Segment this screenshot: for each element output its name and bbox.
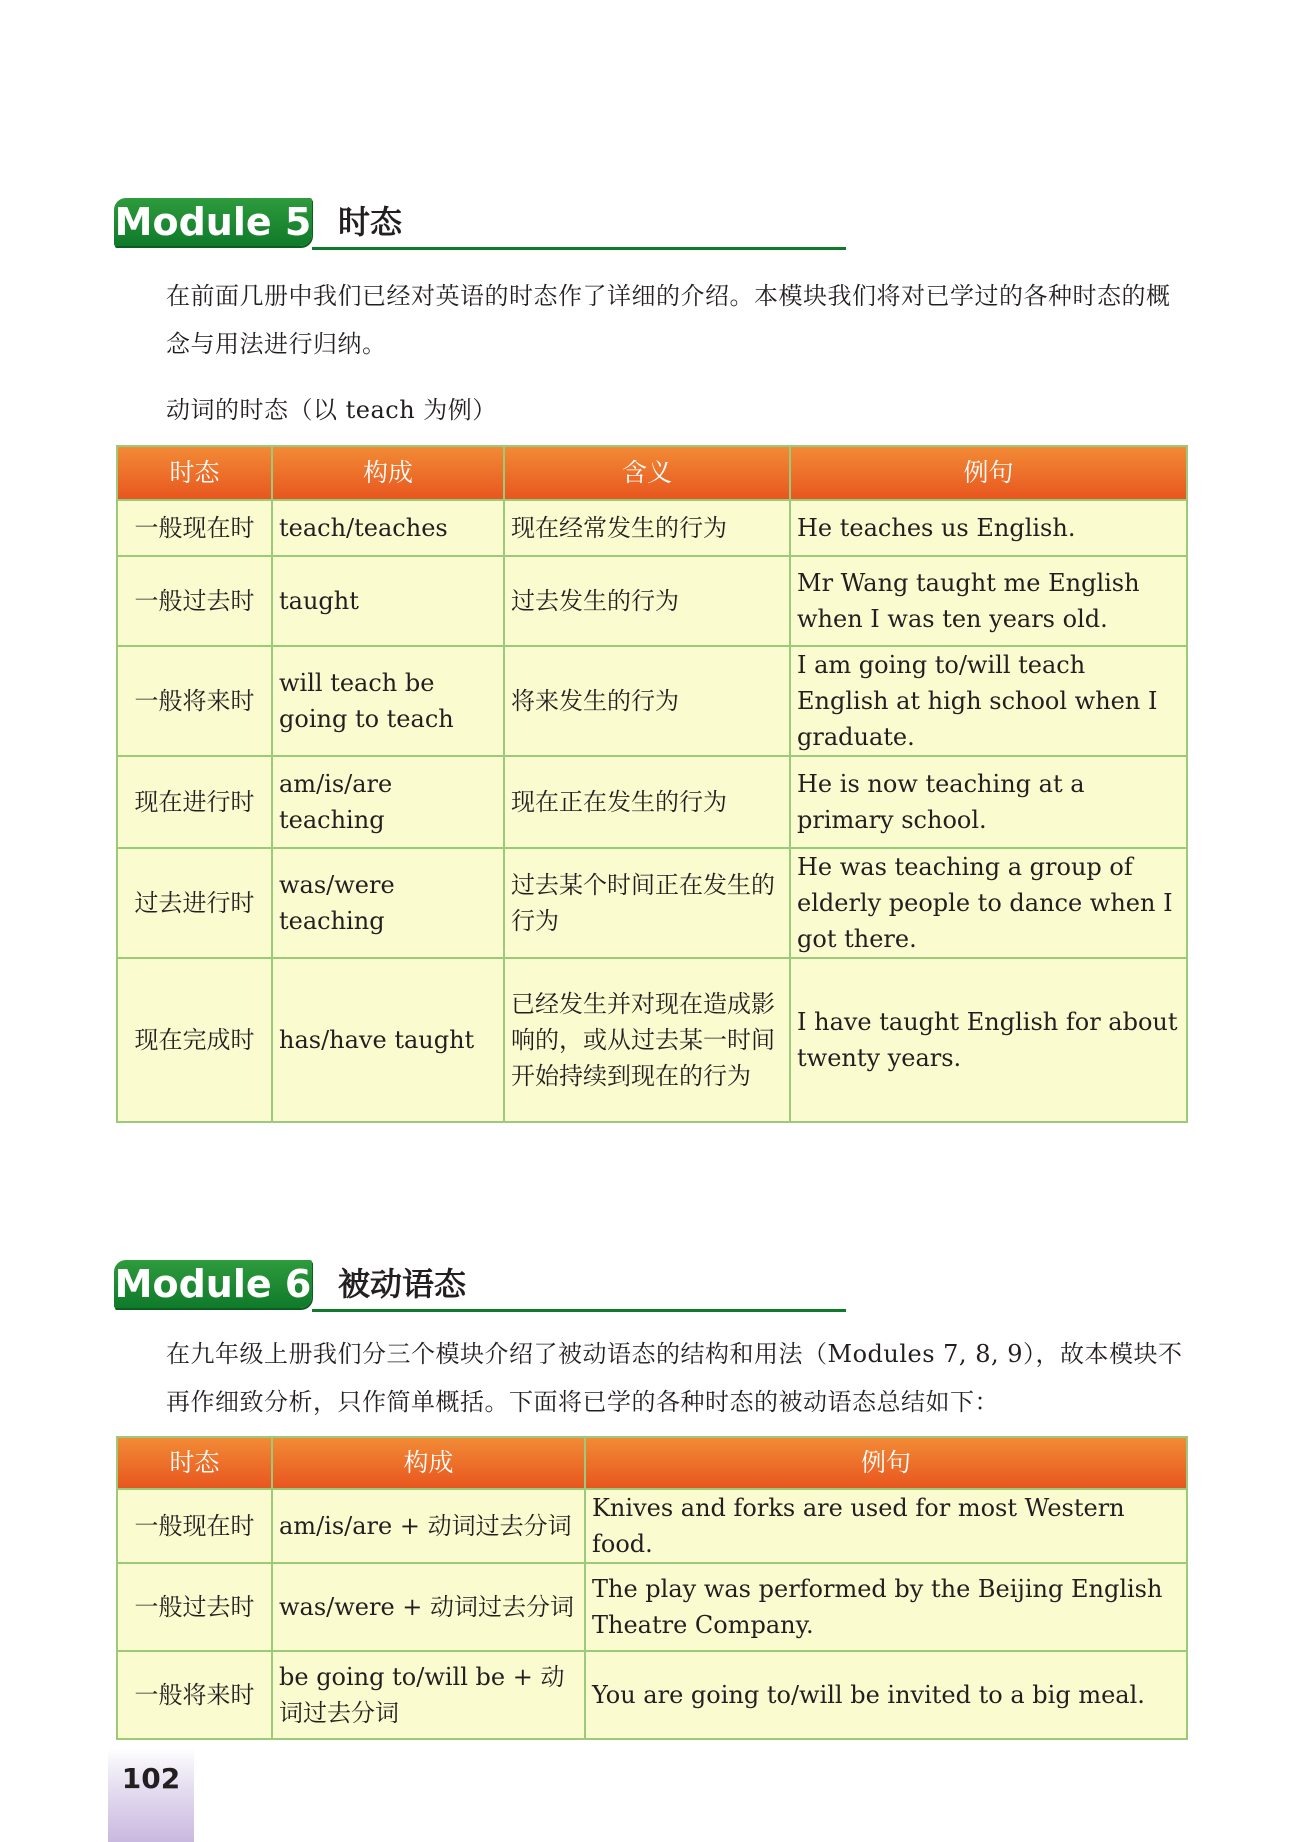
table-row [117, 500, 1187, 556]
header-example: 例句 [790, 446, 1187, 500]
form-cell: will teach be going to teach [272, 646, 504, 756]
tense-cell: 现在进行时 [117, 756, 272, 848]
module6-title: 被动语态 [338, 1265, 467, 1303]
module6-badge: Module 6 [114, 1262, 312, 1306]
module5-heading [114, 198, 846, 254]
example-cell: I am going to/will teach English at high school when I graduate. [790, 646, 1187, 756]
tense-cell: 一般将来时 [117, 646, 272, 756]
tense-cell: 过去进行时 [117, 848, 272, 958]
form-cell: has/have taught [272, 958, 504, 1122]
tense-cell: 一般过去时 [117, 1563, 272, 1651]
module5-title: 时态 [338, 203, 403, 241]
example-cell: You are going to/will be invited to a big meal. [585, 1651, 1187, 1739]
form-cell: was/were teaching [272, 848, 504, 958]
tense-cell: 现在完成时 [117, 958, 272, 1122]
table-row [117, 756, 1187, 848]
table-row [117, 1489, 1187, 1563]
form-cell: am/is/are teaching [272, 756, 504, 848]
page-number: 102 [121, 1762, 181, 1795]
module5-intro: 在前面几册中我们已经对英语的时态作了详细的介绍。本模块我们将对已学过的各种时态的概念与用法进行归纳。 [166, 282, 1171, 358]
table-header-row [117, 1437, 1187, 1489]
table-row [117, 556, 1187, 646]
module5-table [116, 445, 1188, 1123]
header-tense: 时态 [117, 446, 272, 500]
tense-cell: 一般过去时 [117, 556, 272, 646]
example-cell: He was teaching a group of elderly people to dance when I got there. [790, 848, 1187, 958]
example-cell: The play was performed by the Beijing English Theatre Company. [585, 1563, 1187, 1651]
tense-cell: 一般将来时 [117, 1651, 272, 1739]
example-cell: Knives and forks are used for most Western food. [585, 1489, 1187, 1563]
meaning-cell: 现在经常发生的行为 [504, 500, 790, 556]
module5-badge: Module 5 [114, 200, 312, 244]
table-row [117, 958, 1187, 1122]
module6-heading [114, 1260, 846, 1316]
example-cell: I have taught English for about twenty years. [790, 958, 1187, 1122]
meaning-cell: 过去某个时间正在发生的行为 [504, 848, 790, 958]
header-example: 例句 [585, 1437, 1187, 1489]
table-row [117, 646, 1187, 756]
page-tab [108, 1748, 194, 1842]
tense-cell: 一般现在时 [117, 1489, 272, 1563]
tense-cell: 一般现在时 [117, 500, 272, 556]
header-form: 构成 [272, 1437, 585, 1489]
form-cell: am/is/are + 动词过去分词 [272, 1489, 585, 1563]
module5-caption: 动词的时态（以 teach 为例） [166, 396, 497, 424]
module6-intro: 在九年级上册我们分三个模块介绍了被动语态的结构和用法（Modules 7, 8, 9），故本模块不再作细致分析，只作简单概括。下面将已学的各种时态的被动语态总结如下： [166, 1340, 1183, 1416]
meaning-cell: 已经发生并对现在造成影响的，或从过去某一时间开始持续到现在的行为 [504, 958, 790, 1122]
form-cell: teach/teaches [272, 500, 504, 556]
table-header-row [117, 446, 1187, 500]
table-row [117, 1651, 1187, 1739]
table-row [117, 848, 1187, 958]
example-cell: He is now teaching at a primary school. [790, 756, 1187, 848]
form-cell: taught [272, 556, 504, 646]
header-meaning: 含义 [504, 446, 790, 500]
meaning-cell: 过去发生的行为 [504, 556, 790, 646]
header-form: 构成 [272, 446, 504, 500]
header-tense: 时态 [117, 1437, 272, 1489]
example-cell: He teaches us English. [790, 500, 1187, 556]
module6-rule [312, 1309, 846, 1312]
module5-rule [312, 247, 846, 250]
table-row [117, 1563, 1187, 1651]
module6-table [116, 1436, 1188, 1740]
example-cell: Mr Wang taught me English when I was ten years old. [790, 556, 1187, 646]
meaning-cell: 现在正在发生的行为 [504, 756, 790, 848]
meaning-cell: 将来发生的行为 [504, 646, 790, 756]
form-cell: was/were + 动词过去分词 [272, 1563, 585, 1651]
form-cell: be going to/will be + 动词过去分词 [272, 1651, 585, 1739]
